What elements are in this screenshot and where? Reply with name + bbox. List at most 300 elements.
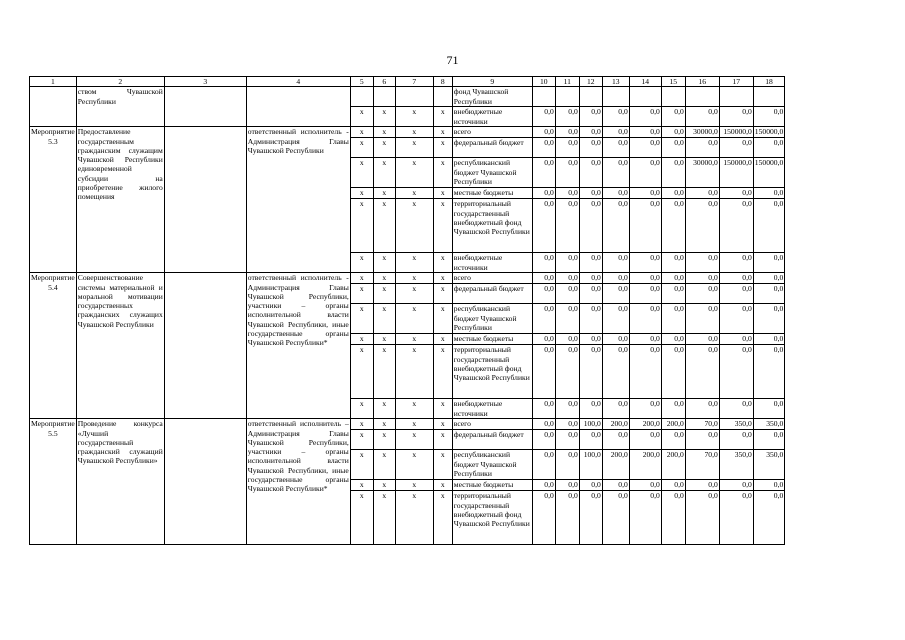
code-x-cell: x [350, 273, 373, 284]
measure-name-cell: Совершенствование системы материальной и моральной мотивации государственных гражданских служащих Чувашской Республики [76, 273, 164, 419]
value-cell: 0,0 [532, 491, 555, 545]
value-cell: 0,0 [555, 158, 579, 188]
value-cell: 0,0 [532, 304, 555, 334]
value-cell: 0,0 [661, 199, 685, 253]
value-cell: 0,0 [719, 253, 753, 273]
code-x-cell: x [373, 199, 395, 253]
value-cell: 0,0 [555, 107, 579, 127]
value-cell: 0,0 [719, 430, 753, 450]
value-cell: 0,0 [719, 480, 753, 491]
value-cell: 0,0 [555, 399, 579, 419]
value-cell: 0,0 [602, 138, 629, 158]
value-cell [602, 87, 629, 107]
value-cell: 0,0 [685, 430, 719, 450]
value-cell: 0,0 [579, 399, 602, 419]
value-cell: 200,0 [661, 450, 685, 480]
value-cell: 0,0 [602, 127, 629, 138]
code-x-cell: x [350, 480, 373, 491]
funding-source-cell: внебюджетные источники [452, 107, 532, 127]
code-x-cell: x [373, 273, 395, 284]
value-cell: 0,0 [602, 304, 629, 334]
measure-id-cell: Мероприятие 5.3 [30, 127, 77, 273]
table-row [30, 419, 785, 430]
value-cell: 0,0 [579, 253, 602, 273]
value-cell: 0,0 [753, 399, 784, 419]
value-cell [753, 87, 784, 107]
value-cell: 0,0 [685, 138, 719, 158]
code-x-cell: x [433, 188, 452, 199]
code-x-cell: x [433, 345, 452, 399]
value-cell: 0,0 [629, 480, 661, 491]
empty-cell [164, 273, 246, 419]
code-x-cell [350, 87, 373, 107]
value-cell: 0,0 [532, 284, 555, 304]
funding-source-cell: территориальный государственный внебюджетный фонд Чувашской Республики [452, 345, 532, 399]
code-x-cell: x [433, 158, 452, 188]
code-x-cell: x [395, 199, 433, 253]
value-cell: 0,0 [579, 480, 602, 491]
measure-name-cell: Проведение конкурса «Лучший государственный гражданский служащий Чувашской Республики» [76, 419, 164, 545]
value-cell: 0,0 [532, 430, 555, 450]
value-cell: 0,0 [579, 158, 602, 188]
value-cell [661, 87, 685, 107]
code-x-cell: x [350, 188, 373, 199]
value-cell [579, 87, 602, 107]
value-cell: 30000,0 [685, 127, 719, 138]
value-cell: 0,0 [685, 284, 719, 304]
column-header: 12 [579, 77, 602, 87]
value-cell: 0,0 [532, 188, 555, 199]
code-x-cell: x [350, 345, 373, 399]
value-cell: 0,0 [532, 399, 555, 419]
value-cell: 0,0 [685, 188, 719, 199]
code-x-cell: x [395, 419, 433, 430]
value-cell: 0,0 [629, 127, 661, 138]
value-cell [555, 87, 579, 107]
code-x-cell: x [395, 158, 433, 188]
value-cell: 0,0 [629, 138, 661, 158]
empty-cell [164, 127, 246, 273]
code-x-cell: x [350, 107, 373, 127]
value-cell: 0,0 [719, 188, 753, 199]
funding-source-cell: всего [452, 127, 532, 138]
funding-source-cell: федеральный бюджет [452, 430, 532, 450]
budget-table [29, 76, 785, 545]
funding-source-cell: внебюджетные источники [452, 399, 532, 419]
value-cell: 150000,0 [753, 158, 784, 188]
value-cell: 0,0 [629, 430, 661, 450]
value-cell: 0,0 [602, 491, 629, 545]
code-x-cell: x [433, 138, 452, 158]
code-x-cell: x [433, 450, 452, 480]
code-x-cell: x [350, 450, 373, 480]
value-cell: 0,0 [753, 253, 784, 273]
value-cell: 150000,0 [719, 158, 753, 188]
value-cell: 0,0 [685, 199, 719, 253]
value-cell: 0,0 [629, 273, 661, 284]
value-cell: 0,0 [602, 188, 629, 199]
value-cell: 200,0 [661, 419, 685, 430]
value-cell: 0,0 [661, 480, 685, 491]
value-cell: 0,0 [579, 284, 602, 304]
code-x-cell: x [433, 199, 452, 253]
executor-cell: ответственный исполнитель – Администрация Главы Чувашской Республики, участники – органы исполнительной власти Чувашской Республики, иные государственные органы Чувашской Республики* [246, 419, 350, 545]
value-cell: 0,0 [579, 138, 602, 158]
column-header: 9 [452, 77, 532, 87]
funding-source-cell: федеральный бюджет [452, 284, 532, 304]
code-x-cell: x [373, 304, 395, 334]
code-x-cell: x [373, 480, 395, 491]
code-x-cell: x [433, 107, 452, 127]
code-x-cell: x [395, 430, 433, 450]
value-cell: 0,0 [602, 399, 629, 419]
value-cell: 0,0 [532, 450, 555, 480]
value-cell: 0,0 [719, 304, 753, 334]
funding-source-cell: местные бюджеты [452, 188, 532, 199]
column-header: 1 [30, 77, 77, 87]
value-cell: 0,0 [555, 199, 579, 253]
value-cell: 0,0 [532, 199, 555, 253]
code-x-cell: x [373, 450, 395, 480]
value-cell: 150000,0 [754, 127, 784, 137]
funding-source-cell: всего [452, 419, 532, 430]
value-cell: 0,0 [753, 304, 784, 334]
value-cell: 0,0 [661, 430, 685, 450]
value-cell: 0,0 [555, 284, 579, 304]
column-header: 2 [76, 77, 164, 87]
value-cell: 350,0 [753, 419, 784, 430]
value-cell: 0,0 [555, 480, 579, 491]
value-cell: 0,0 [629, 345, 661, 399]
column-header: 6 [373, 77, 395, 87]
funding-source-cell: территориальный государственный внебюджетный фонд Чувашской Республики [452, 491, 532, 545]
code-x-cell: x [395, 107, 433, 127]
code-x-cell: x [373, 334, 395, 345]
value-cell: 200,0 [602, 419, 629, 430]
value-cell: 0,0 [602, 158, 629, 188]
value-cell: 0,0 [685, 399, 719, 419]
code-x-cell: x [373, 253, 395, 273]
value-cell: 0,0 [685, 107, 719, 127]
table-row [30, 87, 785, 107]
value-cell: 0,0 [661, 304, 685, 334]
funding-source-cell: внебюджетные источники [452, 253, 532, 273]
value-cell: 30000,0 [685, 158, 719, 188]
value-cell: 0,0 [685, 491, 719, 545]
code-x-cell: x [350, 334, 373, 345]
column-header: 15 [661, 77, 685, 87]
value-cell: 0,0 [661, 253, 685, 273]
value-cell: 100,0 [579, 450, 602, 480]
measure-id-cell [30, 87, 77, 127]
value-cell: 0,0 [555, 334, 579, 345]
value-cell: 0,0 [719, 334, 753, 345]
value-cell: 0,0 [719, 199, 753, 253]
code-x-cell: x [373, 188, 395, 199]
code-x-cell [373, 87, 395, 107]
value-cell: 0,0 [555, 273, 579, 284]
column-header: 7 [395, 77, 433, 87]
code-x-cell: x [433, 430, 452, 450]
value-cell: 0,0 [532, 334, 555, 345]
value-cell: 0,0 [629, 334, 661, 345]
value-cell: 200,0 [629, 419, 661, 430]
value-cell: 0,0 [629, 107, 661, 127]
value-cell: 0,0 [661, 491, 685, 545]
value-cell: 0,0 [719, 284, 753, 304]
value-cell: 0,0 [753, 345, 784, 399]
value-cell: 0,0 [753, 430, 784, 450]
value-cell: 0,0 [602, 107, 629, 127]
value-cell [719, 87, 753, 107]
column-header: 3 [164, 77, 246, 87]
value-cell: 0,0 [579, 273, 602, 284]
value-cell: 0,0 [555, 419, 579, 430]
value-cell: 0,0 [579, 107, 602, 127]
page-number: 71 [446, 53, 459, 67]
code-x-cell: x [433, 127, 452, 138]
code-x-cell: x [433, 334, 452, 345]
code-x-cell [433, 87, 452, 107]
value-cell: 0,0 [661, 158, 685, 188]
value-cell: 0,0 [753, 199, 784, 253]
value-cell: 0,0 [661, 107, 685, 127]
value-cell: 0,0 [719, 138, 753, 158]
code-x-cell: x [395, 138, 433, 158]
code-x-cell: x [350, 491, 373, 545]
code-x-cell: x [433, 304, 452, 334]
value-cell: 0,0 [555, 345, 579, 399]
value-cell: 0,0 [629, 188, 661, 199]
value-cell: 0,0 [629, 399, 661, 419]
value-cell: 0,0 [532, 480, 555, 491]
measure-name-cell: Предоставление государственным гражданским служащим Чувашской Республики единовременной субсидии на приобретение жилого помещения [76, 127, 164, 273]
funding-source-cell: республиканский бюджет Чувашской Республики [452, 450, 532, 480]
executor-cell: ответственный исполнитель - Администрация Главы Чувашской Республики, участники – органы исполнительной власти Чувашской Республики, иные государственные органы Чувашской Республики* [246, 273, 350, 419]
value-cell: 0,0 [685, 480, 719, 491]
value-cell: 0,0 [602, 253, 629, 273]
funding-source-cell: фонд Чувашской Республики [452, 87, 532, 107]
value-cell: 0,0 [532, 345, 555, 399]
value-cell: 0,0 [555, 188, 579, 199]
value-cell: 0,0 [555, 253, 579, 273]
value-cell: 0,0 [629, 158, 661, 188]
value-cell: 0,0 [602, 334, 629, 345]
value-cell: 0,0 [579, 127, 602, 138]
funding-source-cell: всего [452, 273, 532, 284]
value-cell: 0,0 [661, 284, 685, 304]
value-cell: 0,0 [719, 345, 753, 399]
value-cell: 0,0 [661, 399, 685, 419]
value-cell: 0,0 [753, 284, 784, 304]
value-cell: 0,0 [555, 138, 579, 158]
value-cell: 0,0 [753, 480, 784, 491]
funding-source-cell: территориальный государственный внебюджетный фонд Чувашской Республики [452, 199, 532, 253]
value-cell: 0,0 [753, 107, 784, 127]
value-cell: 0,0 [629, 253, 661, 273]
value-cell: 0,0 [555, 127, 579, 138]
empty-cell [164, 87, 246, 127]
value-cell: 0,0 [661, 273, 685, 284]
code-x-cell: x [433, 253, 452, 273]
value-cell: 0,0 [579, 430, 602, 450]
code-x-cell: x [395, 188, 433, 199]
code-x-cell: x [350, 430, 373, 450]
value-cell: 0,0 [555, 430, 579, 450]
value-cell: 0,0 [579, 304, 602, 334]
code-x-cell [395, 87, 433, 107]
code-x-cell: x [395, 127, 433, 138]
value-cell [685, 87, 719, 107]
value-cell: 0,0 [555, 450, 579, 480]
value-cell: 70,0 [685, 419, 719, 430]
code-x-cell: x [433, 399, 452, 419]
code-x-cell: x [350, 199, 373, 253]
value-cell: 0,0 [661, 127, 685, 138]
code-x-cell: x [395, 273, 433, 284]
value-cell: 0,0 [579, 188, 602, 199]
measure-name-cell: ством Чувашской Республики [76, 87, 164, 127]
code-x-cell: x [350, 419, 373, 430]
code-x-cell: x [395, 480, 433, 491]
code-x-cell: x [373, 158, 395, 188]
column-header: 13 [602, 77, 629, 87]
code-x-cell: x [395, 304, 433, 334]
code-x-cell: x [350, 399, 373, 419]
value-cell: 0,0 [753, 138, 784, 158]
value-cell: 0,0 [685, 345, 719, 399]
value-cell: 0,0 [753, 273, 784, 284]
column-header: 18 [753, 77, 784, 87]
column-header: 17 [719, 77, 753, 87]
column-header: 8 [433, 77, 452, 87]
code-x-cell: x [350, 284, 373, 304]
code-x-cell: x [350, 127, 373, 138]
value-cell: 0,0 [532, 419, 555, 430]
code-x-cell: x [433, 480, 452, 491]
code-x-cell: x [395, 253, 433, 273]
value-cell: 350,0 [719, 419, 753, 430]
value-cell: 0,0 [661, 345, 685, 399]
value-cell [532, 87, 555, 107]
value-cell: 0,0 [602, 345, 629, 399]
value-cell: 0,0 [532, 107, 555, 127]
table-body [30, 87, 785, 545]
value-cell: 0,0 [719, 107, 753, 127]
code-x-cell: x [350, 304, 373, 334]
value-cell: 0,0 [532, 127, 555, 138]
column-header: 14 [629, 77, 661, 87]
value-cell: 0,0 [719, 273, 753, 284]
value-cell: 0,0 [685, 273, 719, 284]
measure-id-cell: Мероприятие 5.4 [30, 273, 77, 419]
code-x-cell: x [373, 127, 395, 138]
value-cell: 0,0 [579, 199, 602, 253]
code-x-cell: x [373, 491, 395, 545]
code-x-cell: x [350, 253, 373, 273]
funding-source-cell: республиканский бюджет Чувашской Республики [452, 158, 532, 188]
value-cell: 0,0 [532, 253, 555, 273]
value-cell: 0,0 [753, 334, 784, 345]
value-cell: 0,0 [602, 284, 629, 304]
funding-source-cell: местные бюджеты [452, 334, 532, 345]
code-x-cell: x [395, 399, 433, 419]
value-cell: 0,0 [555, 304, 579, 334]
executor-cell [246, 87, 350, 127]
table-row [30, 273, 785, 284]
value-cell: 0,0 [532, 273, 555, 284]
value-cell: 0,0 [685, 304, 719, 334]
measure-id-cell: Мероприятие 5.5 [30, 419, 77, 545]
value-cell: 150000,0 [719, 127, 753, 138]
value-cell [629, 87, 661, 107]
value-cell: 0,0 [753, 491, 784, 545]
value-cell: 0,0 [661, 334, 685, 345]
value-cell: 0,0 [602, 199, 629, 253]
code-x-cell: x [350, 158, 373, 188]
value-cell: 0,0 [602, 480, 629, 491]
value-cell: 200,0 [629, 450, 661, 480]
value-cell: 0,0 [602, 430, 629, 450]
code-x-cell: x [433, 273, 452, 284]
value-cell: 0,0 [629, 304, 661, 334]
value-cell: 0,0 [661, 188, 685, 199]
code-x-cell: x [373, 284, 395, 304]
code-x-cell: x [433, 419, 452, 430]
code-x-cell: x [395, 345, 433, 399]
value-cell: 0,0 [629, 284, 661, 304]
value-cell: 0,0 [532, 138, 555, 158]
value-cell: 0,0 [532, 158, 555, 188]
code-x-cell: x [433, 491, 452, 545]
value-cell: 350,0 [753, 450, 784, 480]
code-x-cell: x [373, 430, 395, 450]
column-header: 16 [685, 77, 719, 87]
value-cell: 0,0 [579, 345, 602, 399]
funding-source-cell: федеральный бюджет [452, 138, 532, 158]
value-cell: 0,0 [685, 334, 719, 345]
column-header: 11 [555, 77, 579, 87]
funding-source-cell: республиканский бюджет Чувашской Республики [452, 304, 532, 334]
code-x-cell: x [395, 284, 433, 304]
value-cell: 0,0 [661, 138, 685, 158]
value-cell: 100,0 [579, 419, 602, 430]
value-cell: 200,0 [602, 450, 629, 480]
code-x-cell: x [350, 138, 373, 158]
column-header: 10 [532, 77, 555, 87]
value-cell: 350,0 [719, 450, 753, 480]
code-x-cell: x [373, 345, 395, 399]
value-cell: 0,0 [629, 199, 661, 253]
code-x-cell: x [395, 491, 433, 545]
value-cell: 0,0 [579, 491, 602, 545]
value-cell: 0,0 [579, 334, 602, 345]
funding-source-cell: местные бюджеты [452, 480, 532, 491]
value-cell: 70,0 [685, 450, 719, 480]
value-cell: 0,0 [719, 491, 753, 545]
code-x-cell: x [373, 107, 395, 127]
code-x-cell: x [373, 399, 395, 419]
value-cell: 0,0 [602, 273, 629, 284]
value-cell: 0,0 [685, 253, 719, 273]
value-cell: 0,0 [555, 491, 579, 545]
code-x-cell: x [433, 284, 452, 304]
value-cell: 0,0 [753, 188, 784, 199]
code-x-cell: x [395, 450, 433, 480]
value-cell: 0,0 [719, 399, 753, 419]
executor-cell: ответственный исполнитель - Администрация Главы Чувашской Республики [246, 127, 350, 273]
table-row [30, 127, 785, 138]
